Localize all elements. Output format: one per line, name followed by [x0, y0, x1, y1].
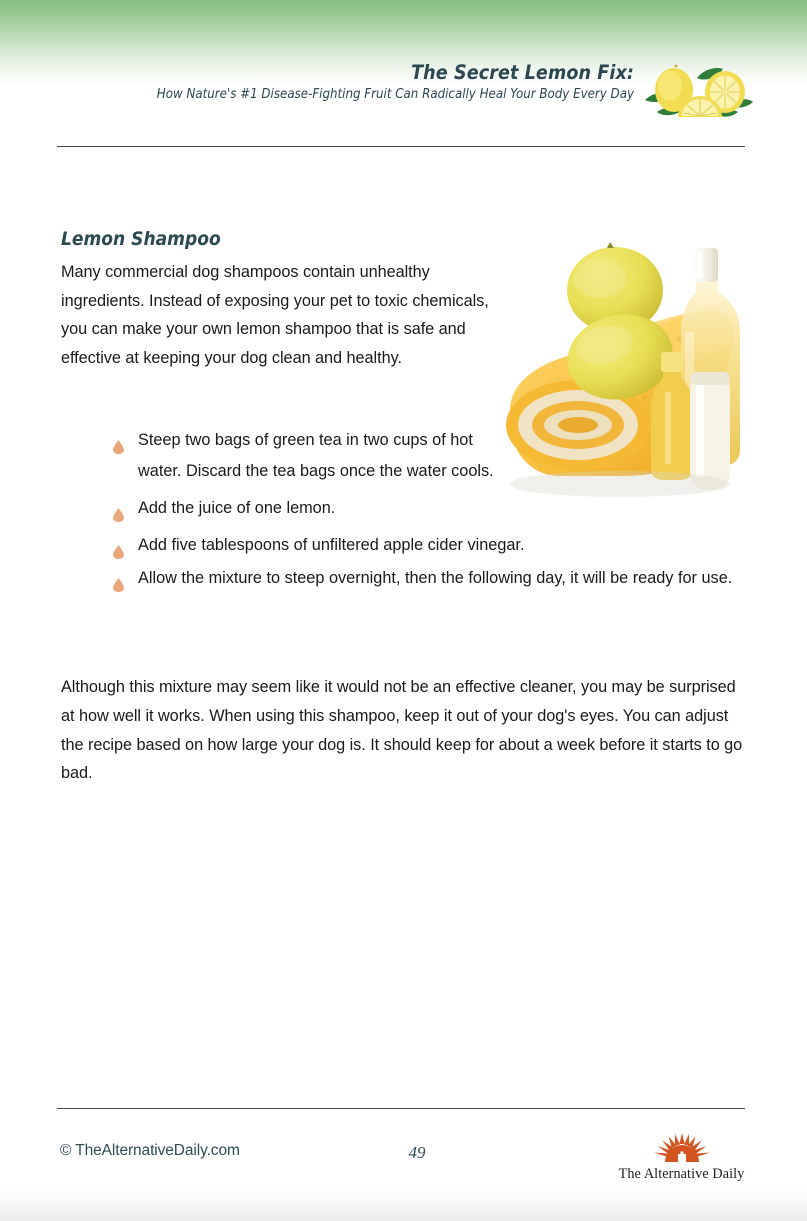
list-item-text: Steep two bags of green tea in two cups of hot water. Discard the tea bags once the water cools.	[138, 431, 494, 480]
copyright-text: © TheAlternativeDaily.com	[60, 1142, 240, 1159]
section-heading: Lemon Shampoo	[61, 228, 221, 250]
book-title: The Secret Lemon Fix:	[411, 61, 634, 84]
list-item	[113, 567, 753, 590]
sunburst-icon	[650, 1133, 714, 1163]
lemon-cluster-icon	[637, 64, 755, 126]
footer-divider-rule	[57, 1108, 745, 1109]
header-divider-rule	[57, 146, 745, 147]
page-footer	[57, 1133, 745, 1189]
list-item-text: Add the juice of one lemon.	[138, 499, 336, 517]
page-number: 49	[408, 1143, 426, 1162]
list-item-text: Add five tablespoons of unfiltered apple cider vinegar.	[138, 536, 525, 554]
droplet-bullet-icon	[113, 539, 124, 553]
list-item-text: Allow the mixture to steep overnight, then the following day, it will be ready for use.	[138, 569, 733, 587]
list-item	[113, 425, 498, 487]
list-item	[113, 530, 753, 561]
list-item	[113, 493, 753, 524]
header-text-block	[157, 62, 634, 103]
brand-logo	[618, 1133, 745, 1183]
droplet-bullet-icon	[113, 576, 124, 590]
droplet-bullet-icon	[113, 434, 124, 448]
droplet-bullet-icon	[113, 502, 124, 516]
closing-paragraph: Although this mixture may seem like it would not be an effective cleaner, you may be surprised at how well it works. When using this shampoo, keep it out of your dog's eyes. You can adjust the recipe based on how large your dog is. It should keep for about a week before it starts to go bad.	[61, 678, 743, 783]
instructions-list	[113, 425, 753, 590]
book-subtitle: How Nature's #1 Disease-Fighting Fruit Can Radically Heal Your Body Every Day	[156, 87, 634, 102]
intro-paragraph: Many commercial dog shampoos contain unhealthy ingredients. Instead of exposing your pet to toxic chemicals, you can make your own lemon shampoo that is safe and effective at keeping your dog clean and healthy.	[61, 263, 489, 367]
bottom-shadow-band	[0, 1185, 807, 1221]
page-header	[57, 62, 745, 126]
brand-name: The Alternative Daily	[618, 1166, 745, 1182]
